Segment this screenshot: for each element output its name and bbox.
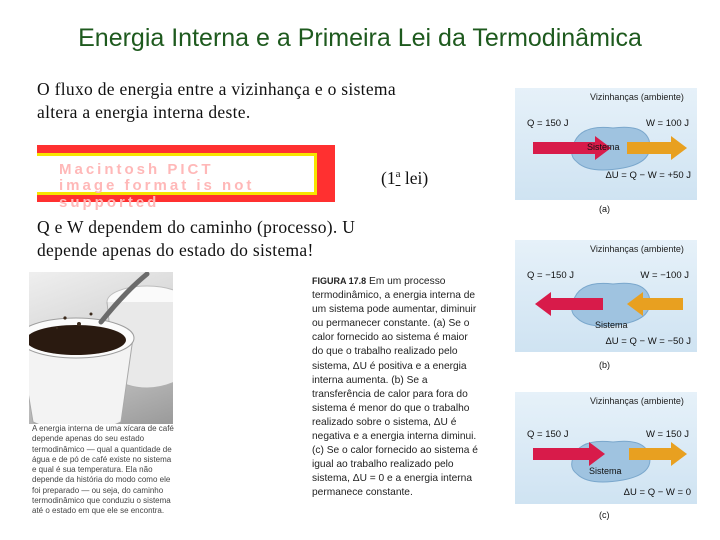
paragraph-path-dependence (37, 216, 355, 262)
energy-diagram-c (515, 392, 697, 524)
paragraph-line: altera a energia interna deste. (37, 102, 251, 122)
slide-title: Energia Interna e a Primeira Lei da Termodinâmica (78, 24, 642, 52)
first-law-label: (1$^a$ lei) (381, 168, 429, 188)
system-label: Sistema (587, 142, 620, 152)
internal-energy-change: ΔU = Q − W = −50 J (605, 336, 691, 347)
paragraph-line: Q e W dependem do caminho (processo). U (37, 217, 356, 237)
heat-value: Q = −150 J (527, 270, 575, 281)
energy-diagram-a (515, 88, 697, 220)
panel-label: (b) (599, 360, 610, 370)
internal-energy-change: ΔU = Q − W = +50 J (605, 170, 691, 181)
heat-value: Q = 150 J (527, 429, 569, 440)
panel-label: (c) (599, 510, 610, 520)
figure-caption: FIGURA 17.8 Em um processo termodinâmico, a energia interna de um sistema pode aumentar, diminuir ou permanecer constante. (a) Se o calor fornecido ao sistema é maior do que o trabalho realizado pelo sistema, ΔU é positiva e a energia interna aumenta. (b) Se a transferência de calor para fora do sistema é menor do que o trabalho realizado sobre o sistema, ΔU é negativa e a energia interna diminui. (c) Se o calor fornecido ao sistema é igual ao trabalho realizado pelo sistema, ΔU = 0 e a energia interna permanece constante. (312, 276, 478, 499)
work-value: W = −100 J (640, 270, 689, 281)
placeholder-line: Macintosh PICT (59, 161, 214, 178)
surroundings-label: Vizinhanças (ambiente) (590, 396, 684, 406)
paragraph-line: depende apenas do estado do sistema! (37, 240, 314, 260)
surroundings-label: Vizinhanças (ambiente) (590, 244, 684, 254)
surroundings-label: Vizinhanças (ambiente) (590, 92, 684, 102)
internal-energy-change: ΔU = Q − W = 0 (623, 487, 691, 498)
placeholder-frame (37, 153, 317, 211)
unsupported-image-placeholder (37, 145, 335, 211)
system-label: Sistema (595, 320, 628, 330)
heat-value: Q = 150 J (527, 118, 569, 129)
paragraph-energy-flow (37, 78, 396, 124)
coffee-cup-photo (29, 272, 173, 424)
work-value: W = 100 J (645, 118, 689, 129)
paragraph-line: O fluxo de energia entre a vizinhança e o sistema (37, 79, 396, 99)
photo-caption: A energia interna de uma xícara de café depende apenas do seu estado termodinâmico — qual a quantidade de água e de pó de café existe no sistema e qual é sua temperatura. Ela não depende da história do modo como ele foi preparado — ou seja, do caminho termodinâmico que conduziu o sistema até o estado em que ele se encontra. (32, 424, 174, 516)
placeholder-line: image format is not supported (59, 177, 255, 211)
energy-diagram-b (515, 240, 697, 372)
work-value: W = 150 J (645, 429, 689, 440)
panel-label: (a) (599, 204, 610, 214)
system-label: Sistema (589, 466, 622, 476)
